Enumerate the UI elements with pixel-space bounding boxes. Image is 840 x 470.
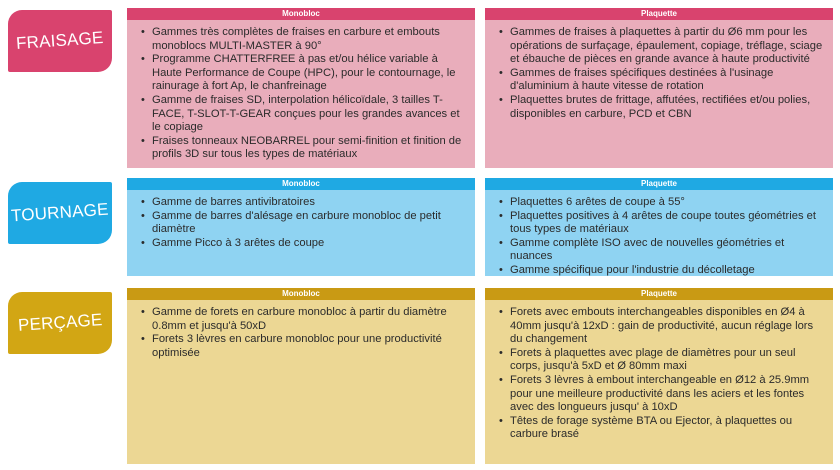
panel-header: Monobloc xyxy=(127,288,475,300)
list-item: • Gamme complète ISO avec de nouvelles géométries et nuances xyxy=(499,237,825,264)
list-item: • Gamme de barres d'alésage en carbure monobloc de petit diamètre xyxy=(141,210,467,237)
list-item: • Forets 3 lèvres en carbure monobloc pour une productivité optimisée xyxy=(141,333,467,360)
category-label-text: PERÇAGE xyxy=(17,310,103,335)
panel-header: Plaquette xyxy=(485,178,833,190)
panel-header: Plaquette xyxy=(485,288,833,300)
list-item: • Gamme de forets en carbure monobloc à partir du diamètre 0.8mm et jusqu'à 50xD xyxy=(141,306,467,333)
item-list xyxy=(485,20,833,121)
list-item: • Gamme spécifique pour l'industrie du décolletage xyxy=(499,264,825,276)
item-list xyxy=(127,300,475,360)
item-list xyxy=(485,300,833,442)
panel-tournage-plaquette xyxy=(485,178,833,276)
list-item: • Plaquettes brutes de frittage, affutées, rectifiées et/ou polies, disponibles en carbure, PCD et CBN xyxy=(499,94,825,121)
item-list xyxy=(485,190,833,276)
category-label-text: TOURNAGE xyxy=(10,199,110,226)
category-label-tournage xyxy=(8,182,112,244)
list-item: • Gamme de barres antivibratoires xyxy=(141,196,467,210)
list-item: • Fraises tonneaux NEOBARREL pour semi-finition et finition de profils 3D sur tous les types de matériaux xyxy=(141,135,467,162)
list-item: • Plaquettes positives à 4 arêtes de coupe toutes géométries et tous types de matériaux xyxy=(499,210,825,237)
list-item: • Forets avec embouts interchangeables disponibles en Ø4 à 40mm jusqu'à 12xD : gain de productivité, aucun réglage lors du changement xyxy=(499,306,825,347)
category-label-text: FRAISAGE xyxy=(15,27,105,54)
list-item: • Gamme Picco à 3 arêtes de coupe xyxy=(141,237,467,251)
list-item: • Forets à plaquettes avec plage de diamètres pour un seul corps, jusqu'à 5xD et Ø 80mm maxi xyxy=(499,347,825,374)
list-item: • Gammes de fraises à plaquettes à partir du Ø6 mm pour les opérations de surfaçage, épaulement, copiage, tréflage, sciage et ébauche de pièces en grande avance à haute productivité xyxy=(499,26,825,67)
list-item: • Gammes de fraises spécifiques destinées à l'usinage d'aluminium à haute vitesse de rotation xyxy=(499,67,825,94)
list-item: • Programme CHATTERFREE à pas et/ou hélice variable à Haute Performance de Coupe (HPC), pour le contournage, le rainurage à fort Ap, le chanfreinage xyxy=(141,53,467,94)
category-label-percage xyxy=(8,292,112,354)
list-item: • Gammes très complètes de fraises en carbure et embouts monoblocs MULTI-MASTER à 90° xyxy=(141,26,467,53)
panel-fraisage-monobloc xyxy=(127,8,475,168)
panel-header: Monobloc xyxy=(127,178,475,190)
list-item: • Forets 3 lèvres à embout interchangeable en Ø12 à 25.9mm pour une meilleure productivité dans les aciers et les fontes avec des longueurs jusqu' à 10xD xyxy=(499,374,825,415)
list-item: • Plaquettes 6 arêtes de coupe à 55° xyxy=(499,196,825,210)
item-list xyxy=(127,20,475,162)
panel-percage-monobloc xyxy=(127,288,475,464)
panel-percage-plaquette xyxy=(485,288,833,464)
list-item: • Têtes de forage système BTA ou Ejector, à plaquettes ou carbure brasé xyxy=(499,415,825,442)
panel-fraisage-plaquette xyxy=(485,8,833,168)
list-item: • Gamme de fraises SD, interpolation hélicoïdale, 3 tailles T-FACE, T-SLOT-T-GEAR conçues pour les grandes avances et le copiage xyxy=(141,94,467,135)
item-list xyxy=(127,190,475,250)
panel-tournage-monobloc xyxy=(127,178,475,276)
category-label-fraisage xyxy=(8,10,112,72)
panel-header: Plaquette xyxy=(485,8,833,20)
panel-header: Monobloc xyxy=(127,8,475,20)
